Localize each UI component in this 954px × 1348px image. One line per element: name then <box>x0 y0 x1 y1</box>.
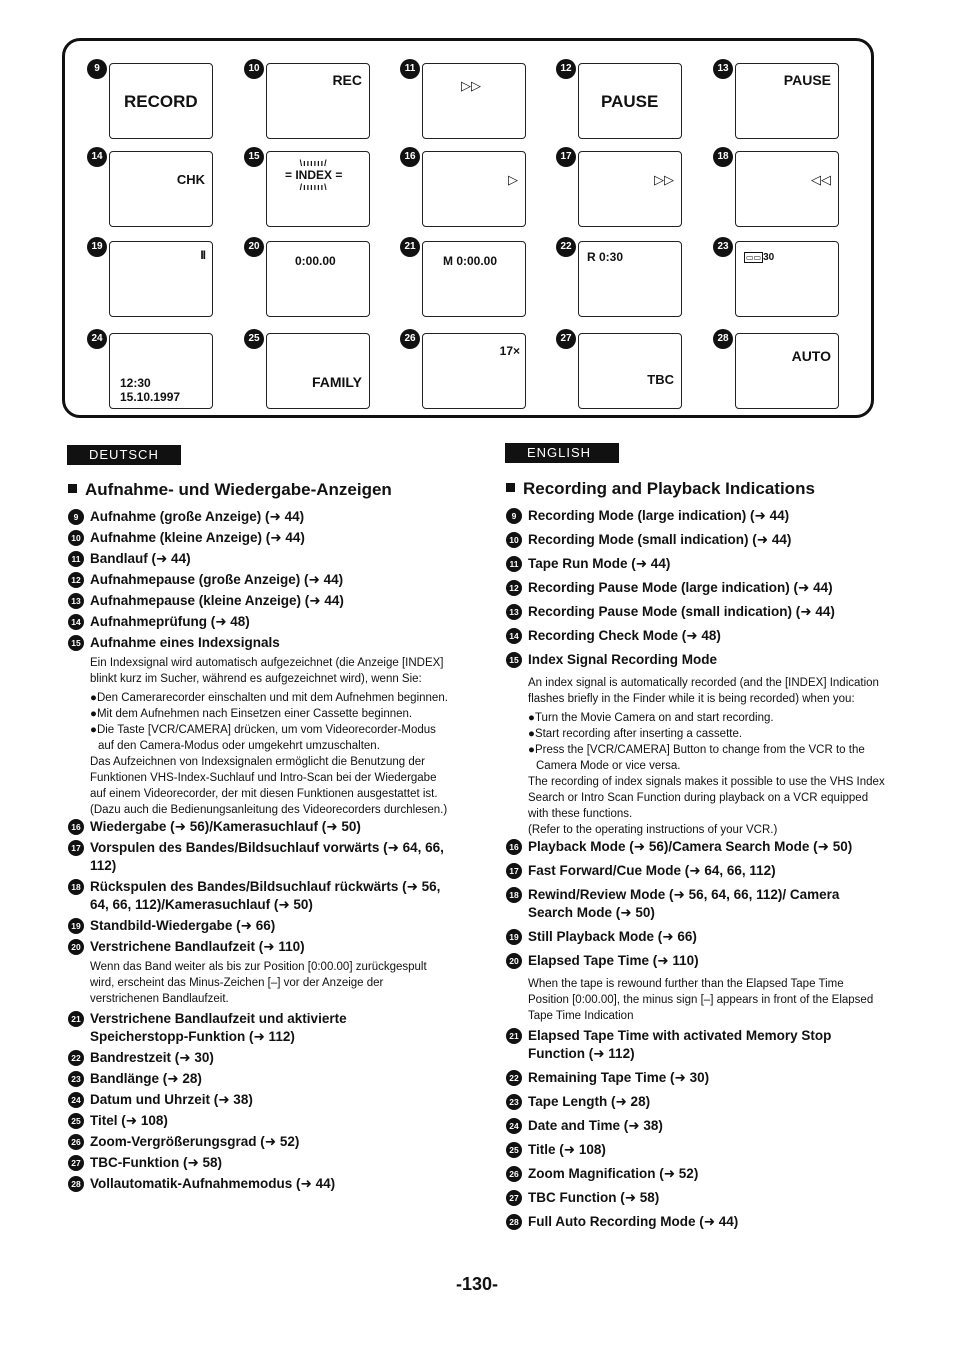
number-badge: 25 <box>506 1142 522 1158</box>
item-title: Aufnahme (kleine Anzeige) (➜ 44) <box>90 530 305 545</box>
list-item <box>68 1154 448 1172</box>
number-badge: 11 <box>68 551 84 567</box>
item-title: Remaining Tape Time (➜ 30) <box>528 1070 710 1085</box>
item-title: Aufnahme eines Indexsignals <box>90 635 280 650</box>
zoom-magnification: 17× <box>499 344 520 358</box>
list-item <box>68 839 448 875</box>
number-badge: 27 <box>68 1155 84 1171</box>
list-item <box>506 555 886 573</box>
indication-11 <box>400 59 554 147</box>
list-item <box>68 571 448 589</box>
item-title: Recording Pause Mode (small indication) (➜ 44) <box>528 604 835 619</box>
rewind-icon: ◁◁ <box>811 172 831 187</box>
number-badge: 21 <box>506 1028 522 1044</box>
item-title: Zoom Magnification (➜ 52) <box>528 1166 699 1181</box>
viewfinder-screen <box>109 151 213 227</box>
number-badge: 18 <box>506 887 522 903</box>
heading-text: Recording and Playback Indications <box>523 479 815 498</box>
list-item <box>506 1117 886 1135</box>
item-description: Wenn das Band weiter als bis zur Position [0:00.00] zurückgespult wird, erscheint das Minus-Zeichen [–] vor der Anzeige der verstrichenen Bandlaufzeit. <box>90 961 427 1005</box>
number-badge: 14 <box>87 147 107 167</box>
index-label: INDEX <box>295 168 333 182</box>
indication-24 <box>87 329 241 417</box>
fast-forward-icon: ▷▷ <box>654 172 674 187</box>
list-item <box>68 1175 448 1193</box>
list-item <box>506 1141 886 1159</box>
number-badge: 27 <box>506 1190 522 1206</box>
viewfinder-screen <box>578 333 682 409</box>
indications-list <box>68 508 448 1193</box>
number-badge: 24 <box>68 1092 84 1108</box>
number-badge: 16 <box>400 147 420 167</box>
number-badge: 11 <box>506 556 522 572</box>
list-item <box>506 579 886 597</box>
item-title: Wiedergabe (➜ 56)/Kamerasuchlauf (➜ 50) <box>90 819 361 834</box>
number-badge: 26 <box>68 1134 84 1150</box>
item-title: Aufnahme (große Anzeige) (➜ 44) <box>90 509 305 524</box>
number-badge: 12 <box>68 572 84 588</box>
pause-label-small: PAUSE <box>783 72 831 88</box>
list-item <box>506 1069 886 1087</box>
number-badge: 23 <box>68 1071 84 1087</box>
item-title: Fast Forward/Cue Mode (➜ 64, 66, 112) <box>528 863 776 878</box>
list-item <box>68 634 448 652</box>
list-item <box>506 627 886 645</box>
viewfinder-screen <box>109 241 213 317</box>
number-badge: 10 <box>244 59 264 79</box>
number-badge: 20 <box>68 939 84 955</box>
section-heading <box>506 479 886 499</box>
item-description: (Dazu auch die Bedienungsanleitung des Videorecorders durchlesen.) <box>90 804 448 816</box>
item-title: Titel (➜ 108) <box>90 1113 168 1128</box>
item-title: TBC Function (➜ 58) <box>528 1190 660 1205</box>
list-item <box>506 1213 886 1231</box>
viewfinder-screen <box>266 151 370 227</box>
square-bullet-icon <box>506 483 515 492</box>
list-item <box>506 862 886 880</box>
item-title: Recording Mode (large indication) (➜ 44) <box>528 508 790 523</box>
memory-time-readout: M 0:00.00 <box>443 254 498 268</box>
item-description: An index signal is automatically recorded (and the [INDEX] Indication flashes briefly in the Finder while it is being recorded) when you: <box>528 677 879 705</box>
number-badge: 26 <box>506 1166 522 1182</box>
number-badge: 14 <box>506 628 522 644</box>
number-badge: 28 <box>68 1176 84 1192</box>
item-title: Rewind/Review Mode (➜ 56, 64, 66, 112)/ Camera Search Mode (➜ 50) <box>528 887 840 920</box>
list-item <box>506 531 886 549</box>
number-badge: 23 <box>713 237 733 257</box>
tab-english: ENGLISH <box>505 443 619 463</box>
indication-9 <box>87 59 241 147</box>
item-title: Elapsed Tape Time with activated Memory Stop Function (➜ 112) <box>528 1028 832 1061</box>
item-title: Aufnahmepause (große Anzeige) (➜ 44) <box>90 572 344 587</box>
pause-label-large: PAUSE <box>601 92 659 111</box>
viewfinder-screen <box>578 241 682 317</box>
tbc-label: TBC <box>647 372 674 387</box>
item-title: Verstrichene Bandlaufzeit (➜ 110) <box>90 939 305 954</box>
list-item <box>68 550 448 568</box>
pause-icon: II <box>200 248 205 262</box>
viewfinder-screen <box>422 151 526 227</box>
item-title: Datum und Uhrzeit (➜ 38) <box>90 1092 253 1107</box>
item-description: The recording of index signals makes it possible to use the VHS Index Search or Intro Scan Function during playback on a VCR equipped with these functions. <box>528 776 885 820</box>
indication-10 <box>244 59 398 147</box>
indication-26 <box>400 329 554 417</box>
indication-23 <box>713 237 867 325</box>
list-item <box>68 1049 448 1067</box>
square-bullet-icon <box>68 484 77 493</box>
title-text: FAMILY <box>311 374 362 390</box>
number-badge: 22 <box>68 1050 84 1066</box>
item-title: Verstrichene Bandlaufzeit und aktivierte Speicherstopp-Funktion (➜ 112) <box>90 1011 347 1044</box>
item-title: Zoom-Vergrößerungsgrad (➜ 52) <box>90 1134 300 1149</box>
indication-28 <box>713 329 867 417</box>
item-title: Tape Length (➜ 28) <box>528 1094 651 1109</box>
viewfinder-screen <box>266 241 370 317</box>
item-title: Date and Time (➜ 38) <box>528 1118 663 1133</box>
viewfinder-screen <box>422 63 526 139</box>
viewfinder-screen <box>266 333 370 409</box>
number-badge: 12 <box>506 580 522 596</box>
play-icon: ▷ <box>508 172 518 187</box>
list-item <box>68 613 448 631</box>
list-item <box>68 818 448 836</box>
viewfinder-screen <box>109 63 213 139</box>
list-item <box>506 838 886 856</box>
item-description: Das Aufzeichnen von Indexsignalen ermöglicht die Benutzung der Funktionen VHS-Index-Suchlauf und Intro-Scan bei der Wiedergabe auf einem Videorecorder, der mit diesen Funktionen ausgestattet ist. <box>90 756 438 800</box>
bullet-item: ●Start recording after inserting a cassette. <box>528 728 743 740</box>
number-badge: 15 <box>68 635 84 651</box>
date-time-readout <box>120 376 180 404</box>
list-item <box>68 938 448 956</box>
tape-icon: ▭▭ <box>746 253 762 262</box>
viewfinder-screen <box>109 333 213 409</box>
indication-18 <box>713 147 867 235</box>
indication-21 <box>400 237 554 325</box>
item-title: Bandrestzeit (➜ 30) <box>90 1050 214 1065</box>
list-item <box>68 1010 448 1046</box>
number-badge: 27 <box>556 329 576 349</box>
item-title: Title (➜ 108) <box>528 1142 606 1157</box>
number-badge: 9 <box>506 508 522 524</box>
viewfinder-screen <box>422 241 526 317</box>
list-item <box>506 928 886 946</box>
number-badge: 13 <box>506 604 522 620</box>
rec-label: REC <box>332 72 362 88</box>
tape-length-value: 30 <box>763 252 775 263</box>
number-badge: 20 <box>244 237 264 257</box>
list-item <box>68 878 448 914</box>
item-title: Playback Mode (➜ 56)/Camera Search Mode (➜ 50) <box>528 839 853 854</box>
number-badge: 25 <box>244 329 264 349</box>
viewfinder-screen <box>735 333 839 409</box>
item-title: Elapsed Tape Time (➜ 110) <box>528 953 699 968</box>
item-title: Bandlauf (➜ 44) <box>90 551 191 566</box>
number-badge: 18 <box>713 147 733 167</box>
indication-12 <box>556 59 710 147</box>
number-badge: 28 <box>713 329 733 349</box>
viewfinder-screen <box>735 241 839 317</box>
number-badge: 21 <box>400 237 420 257</box>
number-badge: 15 <box>244 147 264 167</box>
remaining-time-readout: R 0:30 <box>587 250 624 264</box>
number-badge: 18 <box>68 879 84 895</box>
item-title: Recording Pause Mode (large indication) (➜ 44) <box>528 580 833 595</box>
indication-27 <box>556 329 710 417</box>
bullet-item: ●Turn the Movie Camera on and start recording. <box>528 712 774 724</box>
item-description: When the tape is rewound further than the Elapsed Tape Time Position [0:00.00], the minus sign [–] appears in front of the Elapsed Tape Time Indication <box>528 978 874 1022</box>
number-badge: 23 <box>506 1094 522 1110</box>
indication-22 <box>556 237 710 325</box>
number-badge: 22 <box>556 237 576 257</box>
index-flash-indicator: \ıııııı/ = INDEX = /ıııııı\ <box>285 158 343 192</box>
item-title: Bandlänge (➜ 28) <box>90 1071 202 1086</box>
item-title: Recording Check Mode (➜ 48) <box>528 628 721 643</box>
list-item <box>68 917 448 935</box>
list-item <box>68 529 448 547</box>
indication-25 <box>244 329 398 417</box>
indication-16 <box>400 147 554 235</box>
viewfinder-screen <box>735 63 839 139</box>
viewfinder-screen <box>578 63 682 139</box>
indication-13 <box>713 59 867 147</box>
number-badge: 25 <box>68 1113 84 1129</box>
tab-deutsch: DEUTSCH <box>67 445 181 465</box>
viewfinder-screen <box>735 151 839 227</box>
section-heading <box>68 480 448 500</box>
list-item <box>68 1112 448 1130</box>
number-badge: 9 <box>87 59 107 79</box>
indications-list <box>506 507 886 1231</box>
list-item <box>506 1027 886 1063</box>
deutsch-column <box>68 480 448 1196</box>
list-item <box>68 508 448 526</box>
number-badge: 19 <box>506 929 522 945</box>
item-title: Tape Run Mode (➜ 44) <box>528 556 671 571</box>
number-badge: 17 <box>506 863 522 879</box>
item-title: Recording Mode (small indication) (➜ 44) <box>528 532 792 547</box>
item-title: Index Signal Recording Mode <box>528 652 718 667</box>
number-badge: 11 <box>400 59 420 79</box>
number-badge: 19 <box>68 918 84 934</box>
item-title: Vorspulen des Bandes/Bildsuchlauf vorwärts (➜ 64, 66, 112) <box>90 840 444 873</box>
list-item <box>68 1133 448 1151</box>
list-item <box>506 952 886 970</box>
fast-forward-icon: ▷▷ <box>461 78 481 93</box>
bullet-item: ●Die Taste [VCR/CAMERA] drücken, um vom Videorecorder-Modus auf den Camera-Modus oder umgekehrt umzuschalten. <box>90 724 436 752</box>
number-badge: 14 <box>68 614 84 630</box>
list-item <box>506 1093 886 1111</box>
number-badge: 17 <box>556 147 576 167</box>
display-indications-panel <box>62 38 874 418</box>
number-badge: 13 <box>713 59 733 79</box>
item-title: Full Auto Recording Mode (➜ 44) <box>528 1214 739 1229</box>
time-value: 12:30 <box>120 376 151 390</box>
viewfinder-screen <box>266 63 370 139</box>
number-badge: 10 <box>506 532 522 548</box>
item-title: TBC-Funktion (➜ 58) <box>90 1155 223 1170</box>
list-item <box>506 651 886 669</box>
list-item <box>506 886 886 922</box>
number-badge: 20 <box>506 953 522 969</box>
list-item <box>68 1070 448 1088</box>
indication-20 <box>244 237 398 325</box>
indication-15 <box>244 147 398 235</box>
number-badge: 26 <box>400 329 420 349</box>
item-title: Still Playback Mode (➜ 66) <box>528 929 697 944</box>
tape-length-readout <box>744 252 774 263</box>
item-title: Rückspulen des Bandes/Bildsuchlauf rückwärts (➜ 56, 64, 66, 112)/Kamerasuchlauf (➜ 50) <box>90 879 441 912</box>
viewfinder-screen <box>422 333 526 409</box>
date-value: 15.10.1997 <box>120 390 181 404</box>
number-badge: 19 <box>87 237 107 257</box>
list-item <box>506 1189 886 1207</box>
number-badge: 10 <box>68 530 84 546</box>
number-badge: 24 <box>506 1118 522 1134</box>
list-item <box>68 592 448 610</box>
indication-19 <box>87 237 241 325</box>
number-badge: 9 <box>68 509 84 525</box>
chk-label: CHK <box>176 172 205 187</box>
item-title: Standbild-Wiedergabe (➜ 66) <box>90 918 276 933</box>
item-title: Aufnahmeprüfung (➜ 48) <box>90 614 250 629</box>
bullet-item: ●Press the [VCR/CAMERA] Button to change from the VCR to the Camera Mode or vice versa. <box>528 744 865 772</box>
list-item <box>68 1091 448 1109</box>
number-badge: 22 <box>506 1070 522 1086</box>
auto-label: AUTO <box>791 348 831 364</box>
record-label: RECORD <box>124 92 198 111</box>
page-number: -130- <box>455 1274 499 1294</box>
list-item <box>506 603 886 621</box>
elapsed-time-readout: 0:00.00 <box>295 254 336 268</box>
number-badge: 16 <box>506 839 522 855</box>
number-badge: 17 <box>68 840 84 856</box>
number-badge: 15 <box>506 652 522 668</box>
list-item <box>506 507 886 525</box>
heading-text: Aufnahme- und Wiedergabe-Anzeigen <box>85 480 392 499</box>
item-title: Vollautomatik-Aufnahmemodus (➜ 44) <box>90 1176 336 1191</box>
indication-14 <box>87 147 241 235</box>
number-badge: 16 <box>68 819 84 835</box>
number-badge: 28 <box>506 1214 522 1230</box>
viewfinder-screen <box>578 151 682 227</box>
list-item <box>506 1165 886 1183</box>
bullet-item: ●Mit dem Aufnehmen nach Einsetzen einer Cassette beginnen. <box>90 708 413 720</box>
number-badge: 13 <box>68 593 84 609</box>
number-badge: 12 <box>556 59 576 79</box>
bullet-item: ●Den Camerarecorder einschalten und mit dem Aufnehmen beginnen. <box>90 692 448 704</box>
item-description: Ein Indexsignal wird automatisch aufgezeichnet (die Anzeige [INDEX] blinkt kurz im Sucher, während es aufgezeichnet wird), wenn Sie: <box>90 657 444 685</box>
item-title: Aufnahmepause (kleine Anzeige) (➜ 44) <box>90 593 344 608</box>
number-badge: 21 <box>68 1011 84 1027</box>
english-column <box>506 479 886 1237</box>
number-badge: 24 <box>87 329 107 349</box>
indication-17 <box>556 147 710 235</box>
item-description: (Refer to the operating instructions of your VCR.) <box>528 824 778 836</box>
